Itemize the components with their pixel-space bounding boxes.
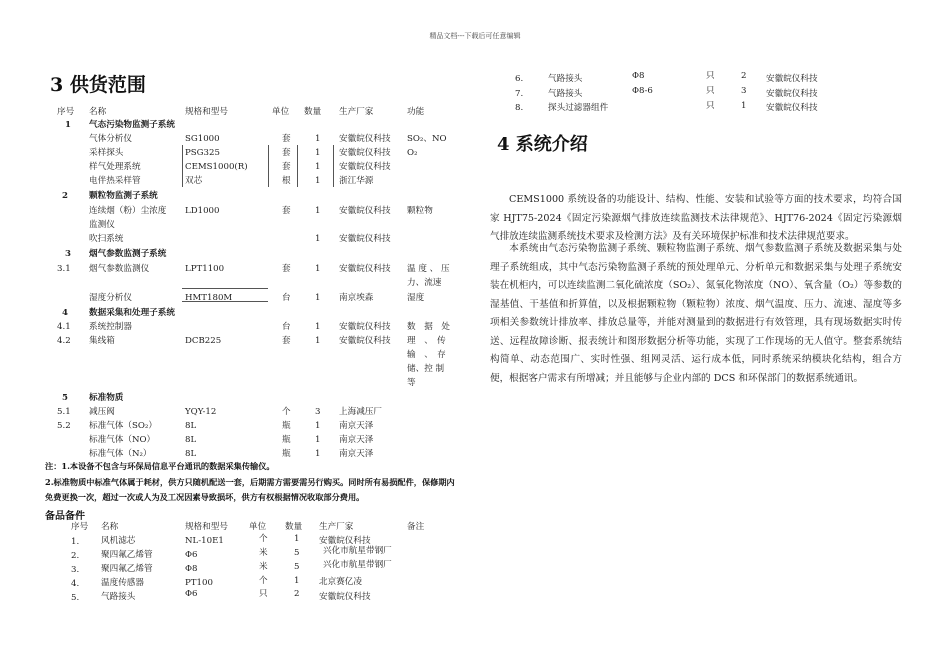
item-spec: 8L (185, 421, 197, 431)
table-rule (182, 288, 268, 289)
item-qty: 1 (315, 322, 321, 332)
spare-name: 探头过滤器组件 (548, 103, 609, 113)
spare-qty: 1 (741, 101, 747, 111)
spare-no: 2. (71, 551, 80, 561)
note-2: 2.标准物质中标准气体属于耗材，供方只随机配送一套，后期需方需要需另行购买。同时所有易损配件，保修期内 (45, 477, 455, 487)
intro-paragraph-1 (490, 191, 902, 247)
spare-no: 1. (71, 537, 80, 547)
col-qty: 数量 (304, 107, 322, 117)
item-maker: 南京天泽 (339, 421, 374, 431)
spares-title: 备品备件 (45, 511, 85, 522)
item-no: 4.2 (57, 336, 71, 346)
col-unit: 单位 (272, 107, 290, 117)
item-qty: 1 (315, 449, 321, 459)
item-spec: 8L (185, 435, 197, 445)
spare-spec: Φ8-6 (632, 86, 653, 96)
item-maker: 浙江华源 (339, 176, 374, 186)
page-header: 精品文档---下载后可任意编辑 (429, 32, 521, 40)
item-unit: 套 (282, 264, 291, 274)
item-spec: SG1000 (185, 134, 220, 144)
spare-qty: 5 (294, 548, 300, 558)
item-name: 吹扫系统 (89, 234, 124, 244)
item-no: 5.1 (57, 407, 71, 417)
item-no: 4.1 (57, 322, 71, 332)
item-maker: 安徽皖仪科技 (339, 148, 391, 158)
spare-no: 5. (71, 593, 80, 603)
spare-maker: 兴化市航星带钢厂 (323, 560, 392, 570)
item-name: 湿度分析仪 (89, 293, 132, 303)
spares-col-no: 序号 (71, 522, 89, 532)
spares-col-qty: 数量 (285, 522, 303, 532)
item-unit: 台 (282, 322, 291, 332)
table-rule (268, 145, 269, 187)
spares-col-spec: 规格和型号 (185, 522, 228, 532)
spare-maker: 安徽皖仪科技 (766, 74, 818, 84)
group-name: 数据采集和处理子系统 (89, 308, 175, 318)
spare-unit: 只 (706, 101, 715, 111)
spare-maker: 北京赛亿凌 (319, 577, 362, 587)
spare-no: 6. (515, 74, 524, 84)
item-no: 5.2 (57, 421, 71, 431)
item-maker: 安徽皖仪科技 (339, 336, 391, 346)
item-maker: 安徽皖仪科技 (339, 234, 391, 244)
spare-no: 7. (515, 89, 524, 99)
spare-spec: NL-10E1 (185, 536, 224, 546)
spare-unit: 只 (706, 86, 715, 96)
item-maker: 安徽皖仪科技 (339, 322, 391, 332)
table-rule (333, 145, 334, 187)
spare-no: 4. (71, 579, 80, 589)
item-maker: 安徽皖仪科技 (339, 206, 391, 216)
spare-name: 气路接头 (101, 592, 136, 602)
item-name: 样气处理系统 (89, 162, 141, 172)
item-unit: 套 (282, 162, 291, 172)
spares-col-unit: 单位 (249, 522, 267, 532)
item-name: 系统控制器 (89, 322, 132, 332)
intro-paragraph-2 (490, 240, 902, 388)
item-spec: LPT1100 (185, 264, 225, 274)
item-maker: 南京天泽 (339, 435, 374, 445)
intro-paragraph-2-text: 本系统由气态污染物监测子系统、颗粒物监测子系统、烟气参数监测子系统及数据采集与处理子系统组成，其中气态污染物监测子系统的预处理单元、分析单元和数据采集与处理子系统安装在机柜内，可以连续监测二氧化硫浓度（SO₂）、氮氧化物浓度（NO）、氧含量（O₂）等参数的湿基值、干基值和折算值，以及根据颗粒物（颗粒物）浓度、烟气温度、压力、流速、湿度等多项相关参数统计排放率、排放总量等，并能对测量到的数据进行有效管理，具有现场数据实时传送、远程故障诊断、报表统计和图形数据分析等功能，实现了工作现场的无人值守。整套系统结构简单、动态范围广、实时性强、组网灵活、运行成本低，同时系统采纳模块化结构，组合方便，根据客户需求有所增减；并且能够与企业内部的 DCS 和环保部门的数据系统通讯。 (490, 243, 902, 384)
item-name: 气体分析仪 (89, 134, 132, 144)
item-func: 颗粒物 (407, 206, 433, 216)
item-maker: 安徽皖仪科技 (339, 264, 391, 274)
item-func-cont: 等 (407, 378, 416, 388)
spare-name: 风机滤芯 (101, 536, 136, 546)
spare-qty: 5 (294, 562, 300, 572)
spare-no: 3. (71, 565, 80, 575)
group-no: 1 (65, 120, 71, 130)
item-qty: 1 (315, 421, 321, 431)
spare-unit: 个 (259, 534, 268, 544)
item-qty: 1 (315, 148, 321, 158)
item-spec: 双芯 (185, 176, 203, 186)
item-unit: 瓶 (282, 421, 291, 431)
item-maker: 上海减压厂 (339, 407, 382, 417)
item-unit: 套 (282, 206, 291, 216)
section-4-title: 4 系统介绍 (497, 134, 588, 155)
spare-spec: Φ6 (185, 589, 198, 599)
item-spec: 8L (185, 449, 197, 459)
spare-unit: 米 (259, 562, 268, 572)
item-spec: CEMS1000(R) (185, 162, 248, 172)
spare-spec: Φ6 (185, 550, 198, 560)
spare-qty: 3 (741, 86, 747, 96)
item-unit: 瓶 (282, 449, 291, 459)
item-qty: 1 (315, 336, 321, 346)
spare-spec: PT100 (185, 578, 213, 588)
table-rule (297, 145, 298, 187)
group-name: 气态污染物监测子系统 (89, 120, 175, 130)
item-name-cont: 监测仪 (89, 220, 115, 230)
item-spec: HMT180M (185, 293, 233, 303)
spare-unit: 只 (706, 71, 715, 81)
item-unit: 瓶 (282, 435, 291, 445)
item-name: 采样探头 (89, 148, 124, 158)
item-qty: 3 (315, 407, 321, 417)
item-qty: 1 (315, 162, 321, 172)
item-spec: DCB225 (185, 336, 222, 346)
note-1: 注：1.本设备不包含与环保局信息平台通讯的数据采集传输仪。 (45, 461, 275, 471)
spare-unit: 个 (259, 576, 268, 586)
item-qty: 1 (315, 435, 321, 445)
spare-unit: 米 (259, 548, 268, 558)
spare-name: 气路接头 (548, 74, 583, 84)
col-name: 名称 (89, 107, 107, 117)
item-name: 连续烟（粉）尘浓度 (89, 206, 167, 216)
spares-col-note: 备注 (407, 522, 425, 532)
item-spec: PSG325 (185, 148, 220, 158)
group-no: 4 (62, 308, 68, 318)
item-no: 3.1 (57, 264, 71, 274)
spare-maker: 安徽皖仪科技 (766, 89, 818, 99)
spare-maker: 安徽皖仪科技 (319, 536, 371, 546)
item-qty: 1 (315, 293, 321, 303)
spare-qty: 2 (741, 71, 747, 81)
item-name: 减压阀 (89, 407, 115, 417)
item-qty: 1 (315, 206, 321, 216)
section-3-title: 3 供货范围 (50, 74, 146, 96)
item-maker: 安徽皖仪科技 (339, 134, 391, 144)
spare-qty: 1 (294, 576, 300, 586)
item-unit: 套 (282, 148, 291, 158)
spares-col-maker: 生产厂家 (319, 522, 354, 532)
spare-qty: 1 (294, 534, 300, 544)
spare-spec: Φ8 (632, 71, 645, 81)
table-rule (182, 145, 183, 187)
item-maker: 南京埃森 (339, 293, 374, 303)
spares-col-name: 名称 (101, 522, 119, 532)
item-qty: 1 (315, 176, 321, 186)
spare-no: 8. (515, 103, 524, 113)
item-qty: 1 (315, 234, 321, 244)
intro-paragraph-1-text: CEMS1000 系统设备的功能设计、结构、性能、安装和试验等方面的技术要求，均符合国家 HJT75-2024《固定污染源烟气排放连续监测技术法律规范》、HJT76-2024《固定污染源烟气排放连续监测系统技术要求及检测方法》及有关环境保护标准和技术法律规范要求。 (490, 194, 902, 242)
item-func: 理 、 传 (407, 336, 446, 346)
item-func: SO₂、NO (407, 134, 447, 144)
item-unit: 台 (282, 293, 291, 303)
spare-maker: 安徽皖仪科技 (766, 103, 818, 113)
item-spec: LD1000 (185, 206, 220, 216)
spare-qty: 2 (294, 589, 300, 599)
item-maker: 安徽皖仪科技 (339, 162, 391, 172)
item-name: 集线箱 (89, 336, 115, 346)
spare-unit: 只 (259, 589, 268, 599)
item-unit: 套 (282, 336, 291, 346)
group-name: 颗粒物监测子系统 (89, 191, 158, 201)
spare-maker: 兴化市航星带钢厂 (323, 546, 392, 556)
group-no: 5 (62, 393, 68, 403)
item-func-cont: 力、流速 (407, 278, 442, 288)
col-no: 序号 (57, 107, 75, 117)
item-qty: 1 (315, 264, 321, 274)
item-spec: YQY-12 (185, 407, 217, 417)
item-name: 烟气参数监测仪 (89, 264, 150, 274)
item-name: 标准气体（SO₂） (89, 421, 157, 431)
spare-spec: Φ8 (185, 564, 198, 574)
item-func: 温 度 、 压 (407, 264, 450, 274)
col-maker: 生产厂家 (339, 107, 374, 117)
spare-maker: 安徽皖仪科技 (319, 592, 371, 602)
group-name: 标准物质 (89, 393, 124, 403)
spare-name: 聚四氟乙烯管 (101, 564, 153, 574)
item-func: 数 据 处 (407, 322, 450, 332)
item-name: 标准气体（N₂） (89, 449, 152, 459)
item-func: 湿度 (407, 293, 425, 303)
note-2-cont: 免费更换一次，超过一次或人为及工况因素导致损坏，供方有权根据情况收取部分费用。 (45, 492, 365, 502)
item-name: 电伴热采样管 (89, 176, 141, 186)
spare-name: 聚四氟乙烯管 (101, 550, 153, 560)
item-unit: 根 (282, 176, 291, 186)
spare-name: 气路接头 (548, 89, 583, 99)
item-qty: 1 (315, 134, 321, 144)
item-func: O₂ (407, 148, 418, 158)
item-unit: 套 (282, 134, 291, 144)
item-func-cont: 储、控 制 (407, 364, 445, 374)
group-no: 3 (65, 249, 71, 259)
item-unit: 个 (282, 407, 291, 417)
group-no: 2 (62, 191, 68, 201)
item-name: 标准气体（NO） (89, 435, 156, 445)
col-spec: 规格和型号 (185, 107, 228, 117)
item-maker: 南京天泽 (339, 449, 374, 459)
spare-name: 温度传感器 (101, 578, 144, 588)
group-name: 烟气参数监测子系统 (89, 249, 167, 259)
item-func-cont: 输 、 存 (407, 350, 446, 360)
col-func: 功能 (407, 107, 425, 117)
